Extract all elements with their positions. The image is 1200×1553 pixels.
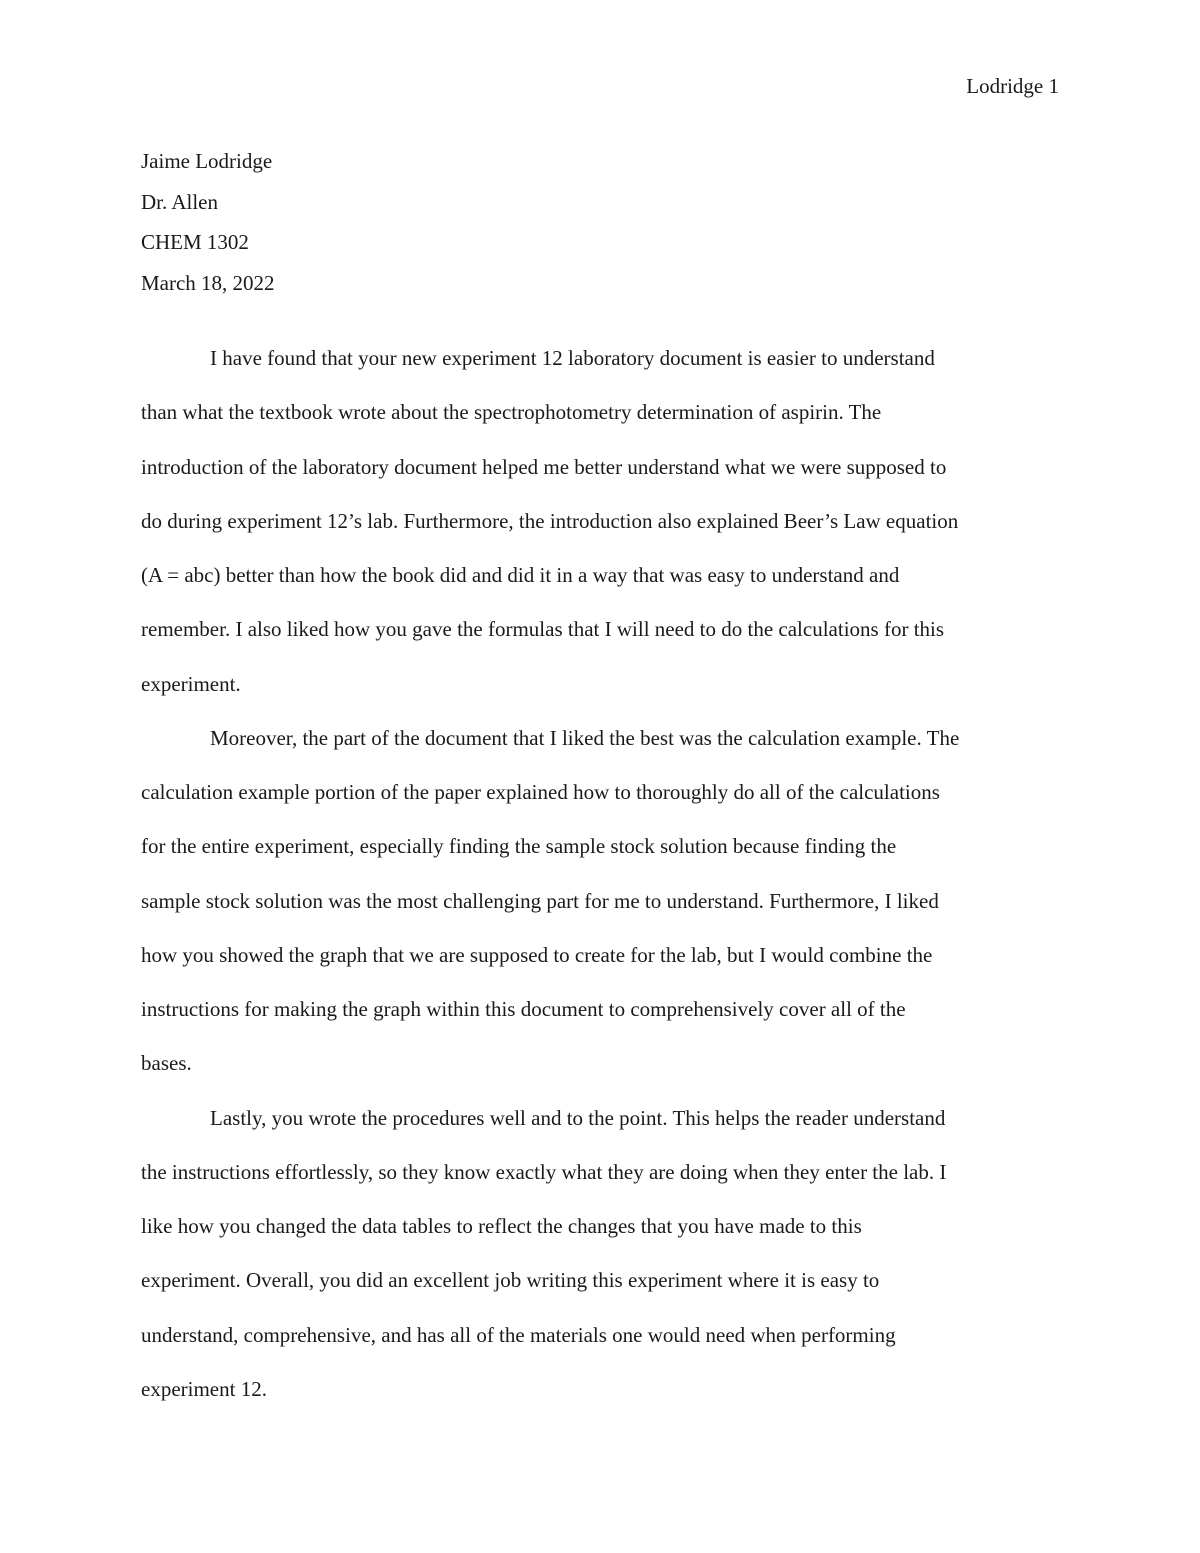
paragraph-line: how you showed the graph that we are supposed to create for the lab, but I would combine the [141, 942, 933, 967]
paragraph-line: Lastly, you wrote the procedures well and to the point. This helps the reader understand [210, 1105, 946, 1130]
paragraph-line: than what the textbook wrote about the spectrophotometry determination of aspirin. The [141, 400, 882, 425]
paragraph-line: do during experiment 12’s lab. Furthermore, the introduction also explained Beer’s Law equation [141, 508, 959, 533]
paragraph-line: instructions for making the graph within this document to comprehensively cover all of the [141, 997, 906, 1021]
author-name: Jaime Lodridge [141, 149, 273, 173]
mla-heading [141, 141, 1061, 304]
paragraph-line: Moreover, the part of the document that I liked the best was the calculation example. The [210, 725, 960, 750]
paragraph-line: experiment 12. [141, 1376, 267, 1401]
paragraph-line: bases. [141, 1051, 192, 1076]
paragraph-2 [141, 711, 1061, 1091]
essay-body [141, 331, 1061, 1416]
instructor-name: Dr. Allen [141, 189, 218, 214]
course-name: CHEM 1302 [141, 230, 249, 255]
paragraph-3 [141, 1091, 1061, 1417]
paragraph-line: I have found that your new experiment 12 laboratory document is easier to understand [210, 346, 935, 370]
paragraph-line: introduction of the laboratory document helped me better understand what we were supposed to [141, 454, 947, 479]
paragraph-1 [141, 331, 1061, 711]
paragraph-line: sample stock solution was the most challenging part for me to understand. Furthermore, I liked [141, 888, 939, 913]
paragraph-line: for the entire experiment, especially finding the sample stock solution because finding the [141, 834, 897, 859]
paragraph-line: calculation example portion of the paper explained how to thoroughly do all of the calculations [141, 780, 940, 804]
paragraph-line: understand, comprehensive, and has all of the materials one would need when performing [141, 1322, 896, 1347]
running-header-page-number: Lodridge 1 [966, 74, 1059, 98]
paragraph-line: experiment. Overall, you did an excellent job writing this experiment where it is easy to [141, 1268, 880, 1293]
paragraph-line: remember. I also liked how you gave the formulas that I will need to do the calculations for this [141, 617, 945, 642]
paragraph-line: like how you changed the data tables to reflect the changes that you have made to this [141, 1214, 862, 1238]
paragraph-line: the instructions effortlessly, so they know exactly what they are doing when they enter the lab. I [141, 1159, 947, 1184]
document-date: March 18, 2022 [141, 271, 275, 296]
paragraph-line: experiment. [141, 671, 241, 696]
paragraph-line: (A = abc) better than how the book did and did it in a way that was easy to understand and [141, 563, 900, 587]
